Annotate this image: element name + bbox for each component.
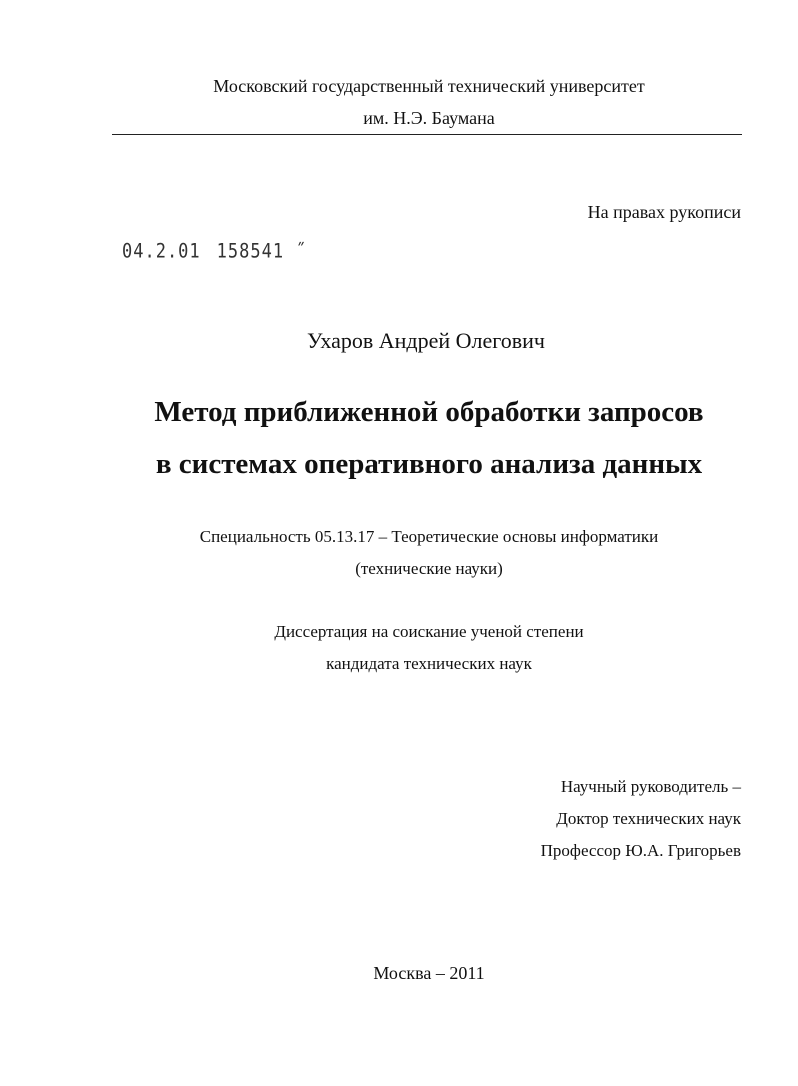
university-subtitle: им. Н.Э. Баумана — [363, 108, 495, 128]
dissertation-degree-line-2: кандидата технических наук — [326, 654, 532, 673]
header-divider — [112, 134, 742, 135]
stamp-number: 158541 — [216, 240, 285, 263]
dissertation-degree-line-1: Диссертация на соискание ученой степени — [274, 622, 584, 641]
thesis-title-line-2: в системах оперативного анализа данных — [155, 448, 703, 480]
supervisor-degree: Доктор технических наук — [556, 809, 741, 828]
supervisor-name: Профессор Ю.А. Григорьев — [540, 841, 741, 860]
stamp-mark: ˝ — [295, 240, 307, 263]
stamp-date: 04.2.01 — [122, 240, 201, 263]
author-name: Ухаров Андрей Олегович — [307, 328, 545, 353]
university-name: Московский государственный технический университет — [213, 76, 645, 96]
manuscript-rights-note: На правах рукописи — [587, 202, 741, 222]
specialty-line-2: (технические науки) — [355, 559, 503, 578]
city-year: Москва – 2011 — [373, 963, 485, 983]
registration-stamp — [122, 240, 307, 263]
supervisor-label: Научный руководитель – — [560, 777, 741, 796]
specialty-line-1: Специальность 05.13.17 – Теоретические основы информатики — [199, 527, 659, 546]
thesis-title-line-1: Метод приближенной обработки запросов — [154, 396, 704, 428]
